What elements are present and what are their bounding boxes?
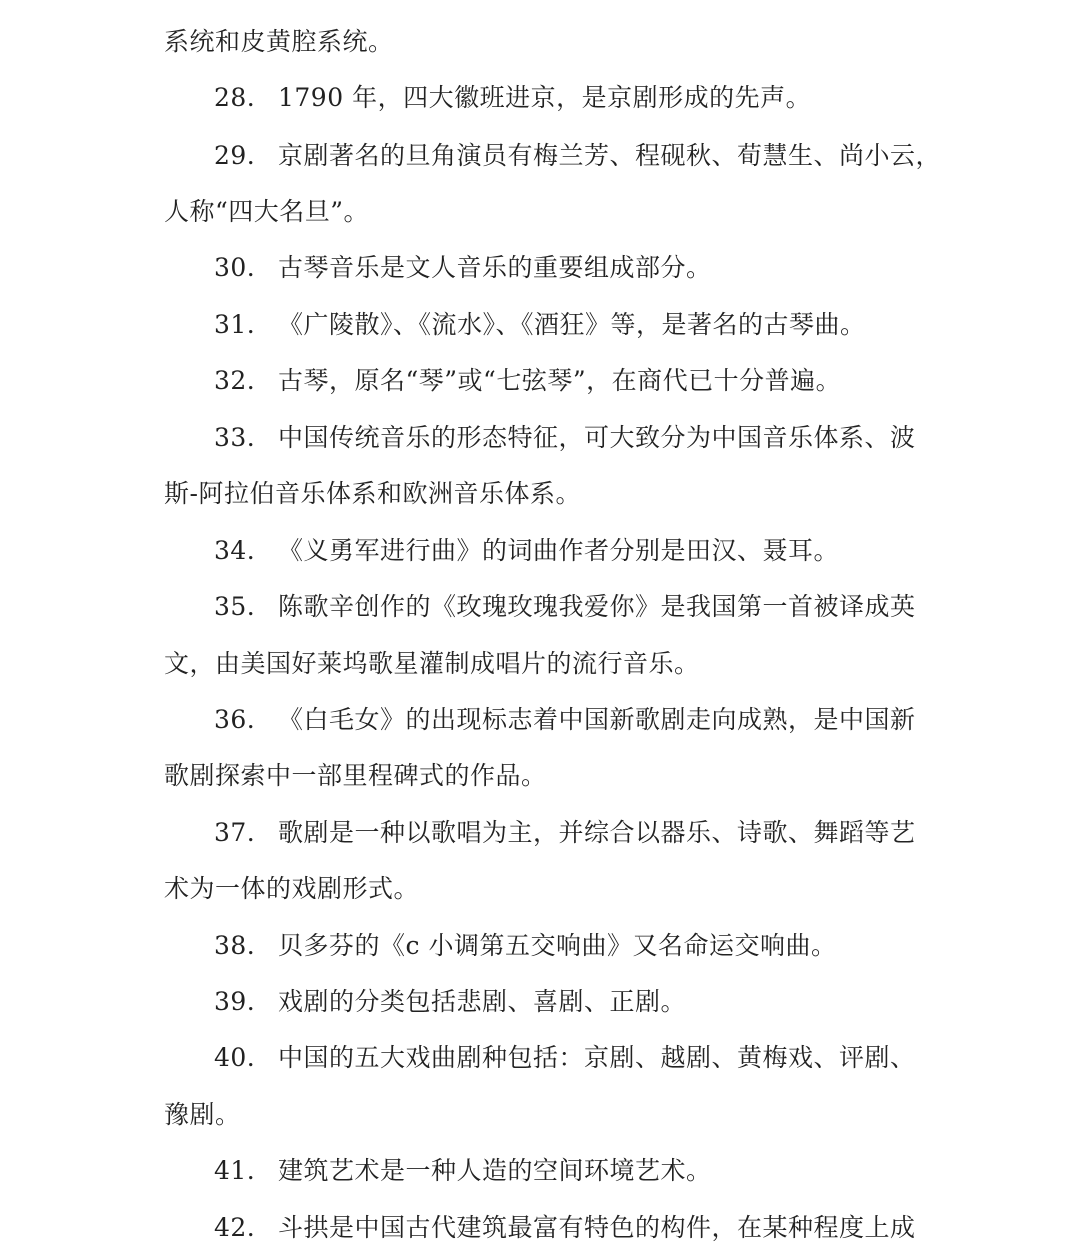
item-number: 42. [214,1213,256,1242]
item-text: 斗拱是中国古代建筑最富有特色的构件，在某种程度上成 [278,1213,916,1242]
item-number: 35. [214,592,256,621]
list-item [214,982,974,1022]
list-item [214,700,974,740]
text-line [164,22,924,62]
line-text: 系统和皮黄腔系统。 [164,27,394,56]
list-item [214,531,974,571]
item-text: 古琴音乐是文人音乐的重要组成部分。 [278,253,712,282]
list-item [214,418,974,458]
item-text: 中国传统音乐的形态特征，可大致分为中国音乐体系、波 [278,423,916,452]
list-item [214,1151,974,1191]
item-number: 38. [214,931,256,960]
text-line [164,756,924,796]
list-item [214,78,974,118]
item-number: 34. [214,536,256,565]
item-number: 40. [214,1043,256,1072]
text-line [164,1095,924,1135]
item-text: 1790 年，四大徽班进京，是京剧形成的先声。 [278,83,812,112]
item-text: 《白毛女》的出现标志着中国新歌剧走向成熟，是中国新 [278,705,916,734]
item-text: 贝多芬的《c 小调第五交响曲》又名命运交响曲。 [278,931,837,960]
list-item [214,1208,974,1248]
item-text: 陈歌辛创作的《玫瑰玫瑰我爱你》是我国第一首被译成英 [278,592,916,621]
item-number: 41. [214,1156,256,1185]
item-number: 36. [214,705,256,734]
list-item [214,813,974,853]
item-text: 歌剧是一种以歌唱为主，并综合以器乐、诗歌、舞蹈等艺 [278,818,916,847]
item-text: 《义勇军进行曲》的词曲作者分别是田汉、聂耳。 [278,536,840,565]
list-item [214,136,974,176]
list-item [214,305,974,345]
item-number: 39. [214,987,256,1016]
item-number: 33. [214,423,256,452]
text-line [164,644,924,684]
list-item [214,587,974,627]
item-text: 中国的五大戏曲剧种包括：京剧、越剧、黄梅戏、评剧、 [278,1043,916,1072]
text-line [164,869,924,909]
text-line [164,474,924,514]
line-text: 豫剧。 [164,1100,241,1129]
item-number: 31. [214,310,256,339]
line-text: 人称“四大名旦”。 [164,197,370,226]
list-item [214,1038,974,1078]
item-text: 京剧著名的旦角演员有梅兰芳、程砚秋、荀慧生、尚小云， [278,141,942,170]
line-text: 文，由美国好莱坞歌星灌制成唱片的流行音乐。 [164,649,700,678]
item-number: 32. [214,366,256,395]
item-number: 30. [214,253,256,282]
list-item [214,248,974,288]
list-item [214,361,974,401]
line-text: 术为一体的戏剧形式。 [164,874,420,903]
item-text: 《广陵散》、《流水》、《酒狂》等，是著名的古琴曲。 [278,310,866,339]
line-text: 歌剧探索中一部里程碑式的作品。 [164,761,547,790]
item-number: 37. [214,818,256,847]
item-text: 戏剧的分类包括悲剧、喜剧、正剧。 [278,987,687,1016]
item-number: 28. [214,83,256,112]
list-item [214,926,974,966]
line-text: 斯-阿拉伯音乐体系和欧洲音乐体系。 [164,479,581,508]
text-line [164,192,924,232]
item-number: 29. [214,141,256,170]
item-text: 建筑艺术是一种人造的空间环境艺术。 [278,1156,712,1185]
item-text: 古琴，原名“琴”或“七弦琴”，在商代已十分普遍。 [278,366,842,395]
